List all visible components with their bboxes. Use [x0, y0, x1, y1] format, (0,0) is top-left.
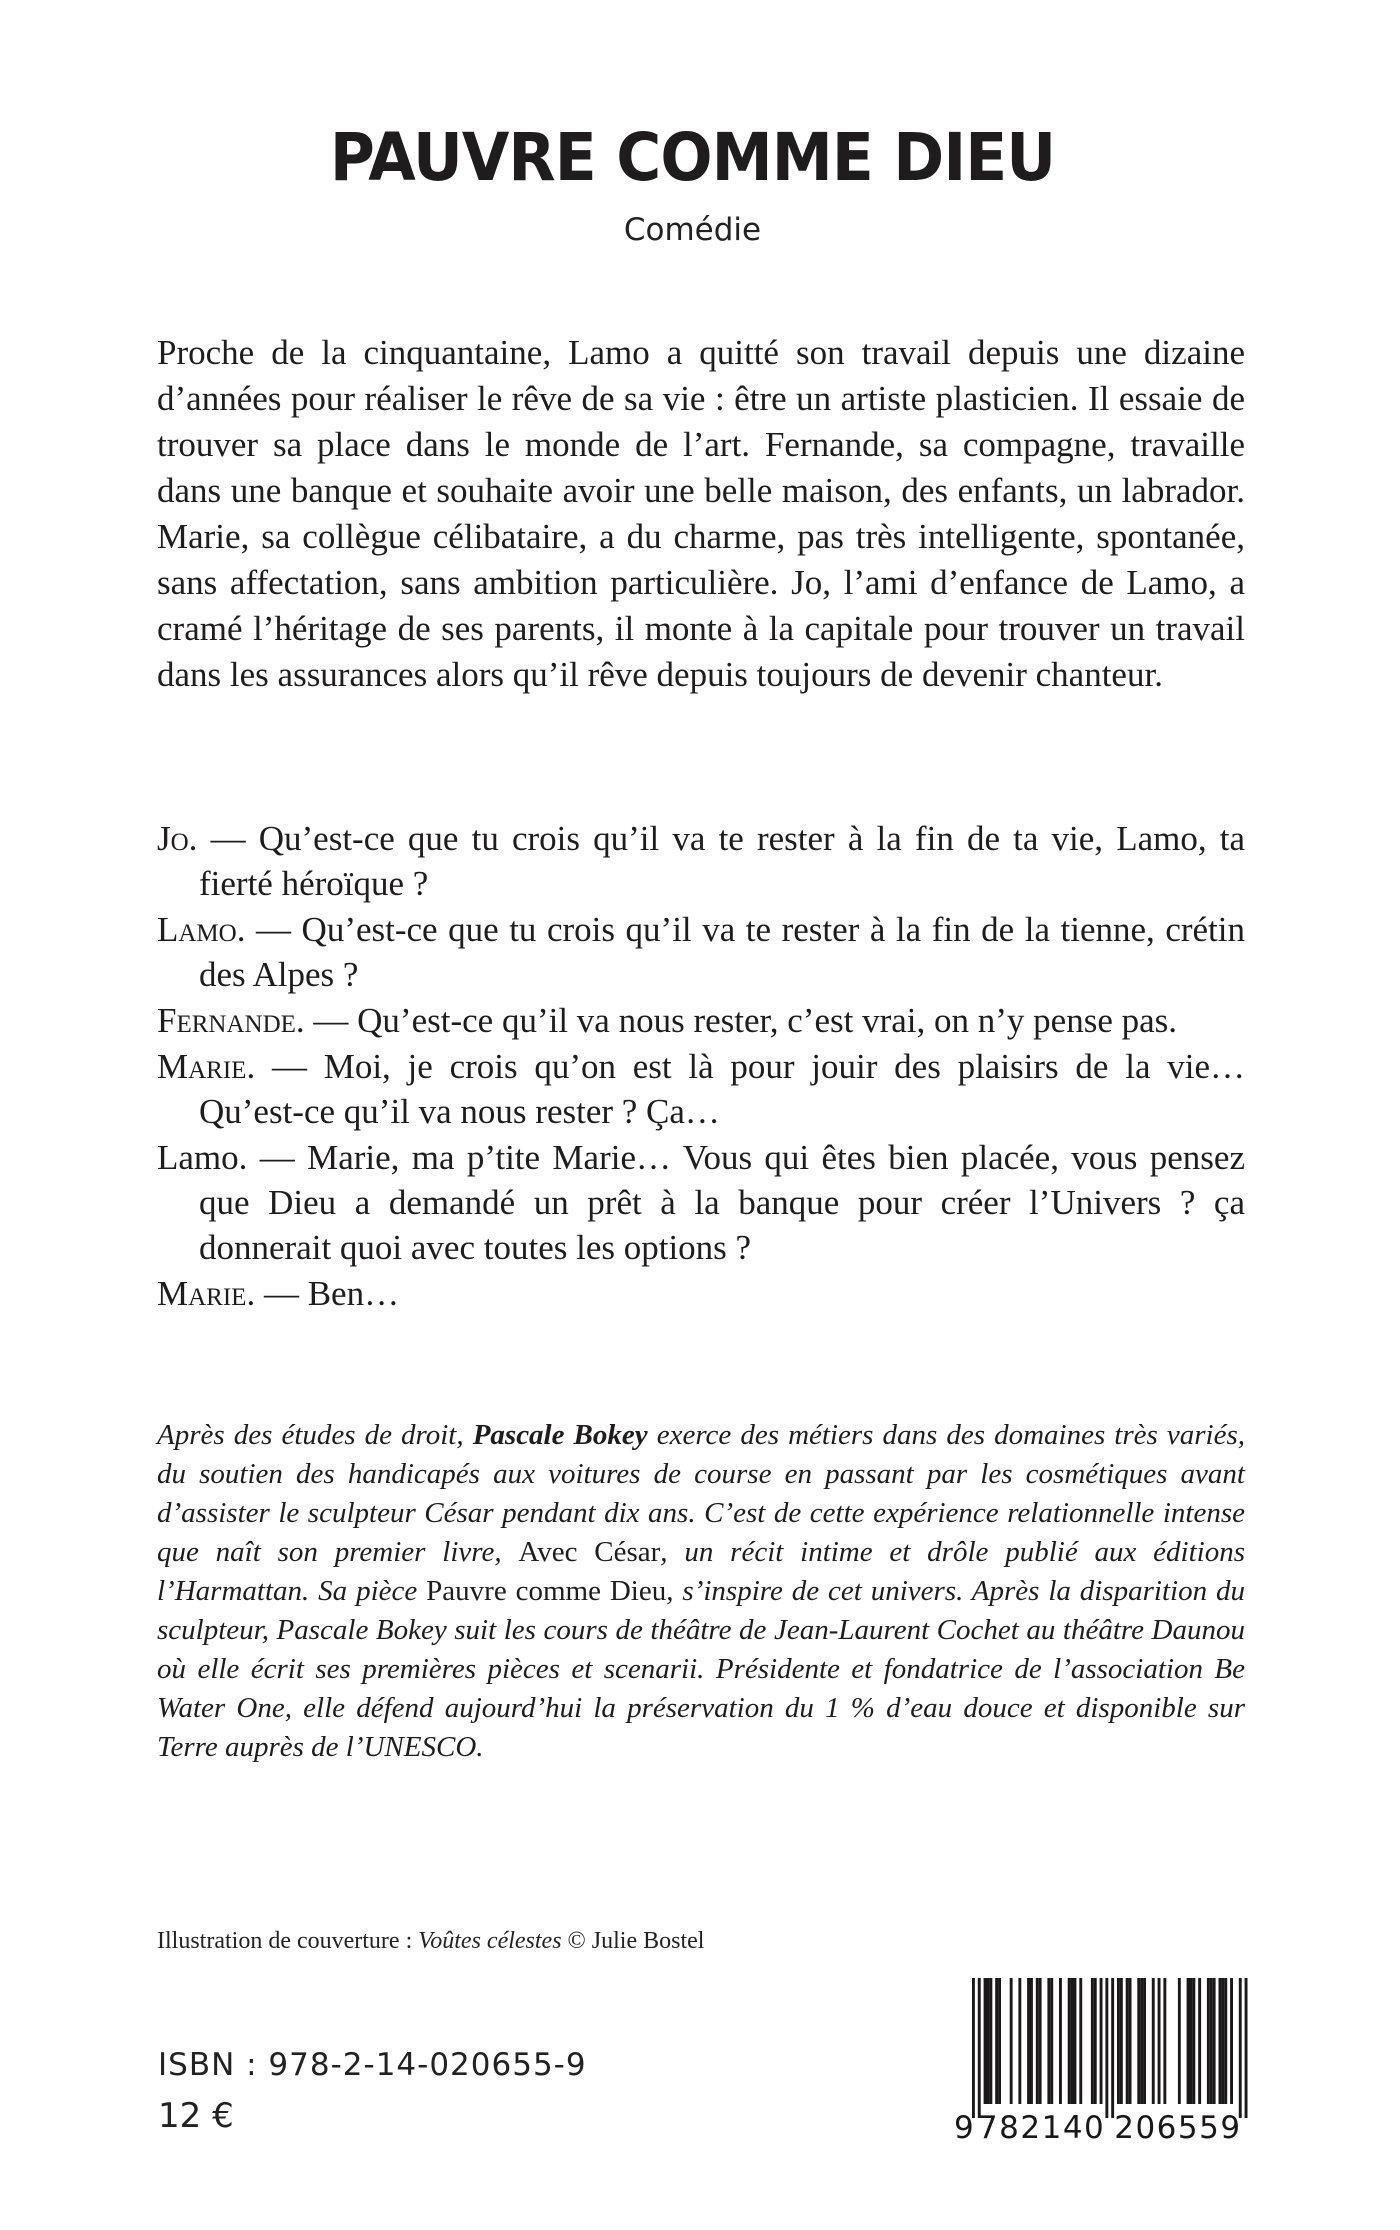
- barcode-bar: [995, 1978, 998, 2104]
- barcode-bar: [1030, 1978, 1033, 2104]
- barcode-bar: [1221, 1978, 1224, 2104]
- barcode-digits-left: 782140: [977, 2110, 1106, 2145]
- barcode-bar: [1079, 1978, 1082, 2104]
- play-title-reference: Pauvre comme Dieu: [426, 1575, 667, 1607]
- barcode-bar: [1158, 1978, 1161, 2104]
- synopsis-paragraph: Proche de la cinquantaine, Lamo a quitté son travail depuis une dizaine d’années pour réaliser le rêve de sa vie : être un artiste plasticien. Il essaie de trouver sa place dans le monde de l’art. Fernande, sa compagne, travaille dans une banque et souhaite avoir une belle maison, des enfants, un labrador. Marie, sa collègue célibataire, a du charme, pas très intelligente, spontanée, sans affectation, sans ambition particulière. Jo, l’ami d’enfance de Lamo, a cramé l’héritage de ses parents, il monte à la capitale pour trouver un travail dans les assurances alors qu’il rêve depuis toujours de devenir chanteur.: [157, 333, 1245, 694]
- barcode-bar: [1198, 1978, 1201, 2104]
- barcode-bar: [989, 1978, 992, 2104]
- dialogue-text: — Qu’est-ce que tu crois qu’il va te rester à la fin de la tienne, crétin des Alpes ?: [199, 910, 1245, 994]
- barcode-digits-right: 206559: [1114, 2110, 1242, 2145]
- ean13-barcode-icon: [950, 1975, 1250, 2145]
- barcode-bar: [1143, 1978, 1146, 2104]
- dialogue-text: — Ben…: [255, 1274, 400, 1313]
- barcode-bar: [1207, 1978, 1210, 2104]
- barcode-bar: [1047, 1978, 1050, 2104]
- speaker-name: Fernande.: [157, 1001, 305, 1040]
- barcode-bar: [1018, 1978, 1021, 2104]
- barcode-bar: [1192, 1978, 1195, 2104]
- barcode-bar: [1245, 1978, 1248, 2118]
- isbn-number: ISBN : 978-2-14-020655-9: [158, 2047, 587, 2083]
- barcode-bar: [1120, 1978, 1123, 2104]
- barcode-bar: [1152, 1978, 1155, 2104]
- barcode-bar: [1036, 1978, 1039, 2104]
- barcode-bar: [1071, 1978, 1074, 2104]
- barcode-bar: [1059, 1978, 1062, 2104]
- barcode-bar: [1219, 1978, 1222, 2104]
- dialogue-excerpt: [157, 816, 1245, 1317]
- dialogue-line: [157, 816, 1245, 906]
- barcode-digit-leading: 9: [954, 2110, 976, 2145]
- barcode-bar: [1117, 1978, 1120, 2104]
- barcode-bar: [1163, 1978, 1166, 2104]
- barcode-bar: [1213, 1978, 1216, 2104]
- bio-text: , un récit intime et drôle publié aux éditions l’Harmattan. Sa pièce: [157, 1536, 1246, 1607]
- barcode-bar: [987, 1978, 990, 2104]
- bio-text: , s’inspire de cet univers. Après la disparition du sculpteur, Pascale Bokey suit les cours de théâtre de Jean-Laurent Cochet au théâtre Daunou où elle écrit ses premières pièces et scenarii. Présidente et fondatrice de l’association Be Water One, elle défend aujourd’hui la préservation du 1 % d’eau douce et disponible sur Terre auprès de l’UNESCO.: [157, 1575, 1245, 1763]
- barcode-bar: [1239, 1978, 1242, 2118]
- barcode-bar: [1100, 1978, 1103, 2104]
- speaker-name: Marie.: [157, 1047, 256, 1086]
- dialogue-text: — Marie, ma p’tite Marie… Vous qui êtes bien placée, vous pensez que Dieu a demandé un prêt à la banque pour créer l’Univers ? ça donnerait quoi avec toutes les options ?: [199, 1138, 1245, 1267]
- barcode-bar: [1210, 1978, 1213, 2104]
- barcode-bar: [1140, 1978, 1143, 2104]
- barcode-bar: [984, 1978, 987, 2104]
- barcode-bar: [1068, 1978, 1071, 2104]
- bio-text: Après des études de droit,: [157, 1419, 473, 1451]
- dialogue-text: — Qu’est-ce que tu crois qu’il va te rester à la fin de ta vie, Lamo, ta fierté héroïque ?: [197, 819, 1245, 903]
- price-label: 12 €: [158, 2096, 234, 2136]
- speaker-name: Jo.: [157, 819, 198, 858]
- barcode-bar: [1105, 1978, 1108, 2118]
- artwork-title: Voûtes célestes: [418, 1928, 562, 1954]
- barcode-bar: [1010, 1978, 1013, 2104]
- speaker-name: Lamo.: [157, 1138, 248, 1177]
- dialogue-text: — Moi, je crois qu’on est là pour jouir des plaisirs de la vie… Qu’est-ce qu’il va nous rester ? Ça…: [199, 1047, 1245, 1131]
- author-name: Pascale Bokey: [472, 1419, 648, 1451]
- cover-illustration-credit: [157, 1925, 704, 1957]
- barcode-bar: [1129, 1978, 1132, 2104]
- dialogue-line: [157, 907, 1245, 997]
- barcode-bar: [998, 1978, 1001, 2104]
- barcode-bar: [1178, 1978, 1181, 2104]
- dialogue-line: [157, 1135, 1245, 1270]
- barcode-bar: [1224, 1978, 1227, 2104]
- speaker-name: Lamo.: [157, 910, 246, 949]
- dialogue-line: [157, 998, 1245, 1043]
- barcode-bar: [1050, 1978, 1053, 2104]
- barcode-bar: [1126, 1978, 1129, 2104]
- author-bio: [157, 1416, 1245, 1767]
- dialogue-line: [157, 1271, 1245, 1316]
- credit-label: Illustration de couverture :: [157, 1928, 419, 1954]
- barcode-bar: [1091, 1978, 1094, 2104]
- genre-label: Comédie: [623, 212, 762, 248]
- book-title: PAUVRE COMME DIEU: [329, 119, 1056, 196]
- dialogue-line: [157, 1044, 1245, 1134]
- barcode-bar: [1094, 1978, 1097, 2104]
- barcode-bar: [1111, 1978, 1114, 2118]
- barcode-bar: [1187, 1978, 1190, 2104]
- barcode-bar: [1027, 1978, 1030, 2104]
- barcode-bar: [972, 1978, 975, 2118]
- barcode-bar: [1039, 1978, 1042, 2104]
- book-title-reference: Avec César: [518, 1536, 661, 1568]
- dialogue-text: — Qu’est-ce qu’il va nous rester, c’est vrai, on n’y pense pas.: [304, 1001, 1178, 1040]
- barcode-graphic: [950, 1975, 1250, 2145]
- bio-text: exerce des métiers dans des domaines très variés, du soutien des handicapés aux voitures de course en passant par les cosmétiques avant d’assister le sculpteur César pendant dix ans. C’est de cette expérience relationnelle intense que naît son premier livre,: [157, 1419, 1245, 1568]
- barcode-bar: [1230, 1978, 1233, 2104]
- speaker-name: Marie.: [157, 1274, 256, 1313]
- barcode-bar: [978, 1978, 981, 2118]
- barcode-bar: [1074, 1978, 1077, 2104]
- barcode-bar: [1190, 1978, 1193, 2104]
- barcode-bar: [1137, 1978, 1140, 2104]
- copyright-holder: © Julie Bostel: [561, 1928, 705, 1954]
